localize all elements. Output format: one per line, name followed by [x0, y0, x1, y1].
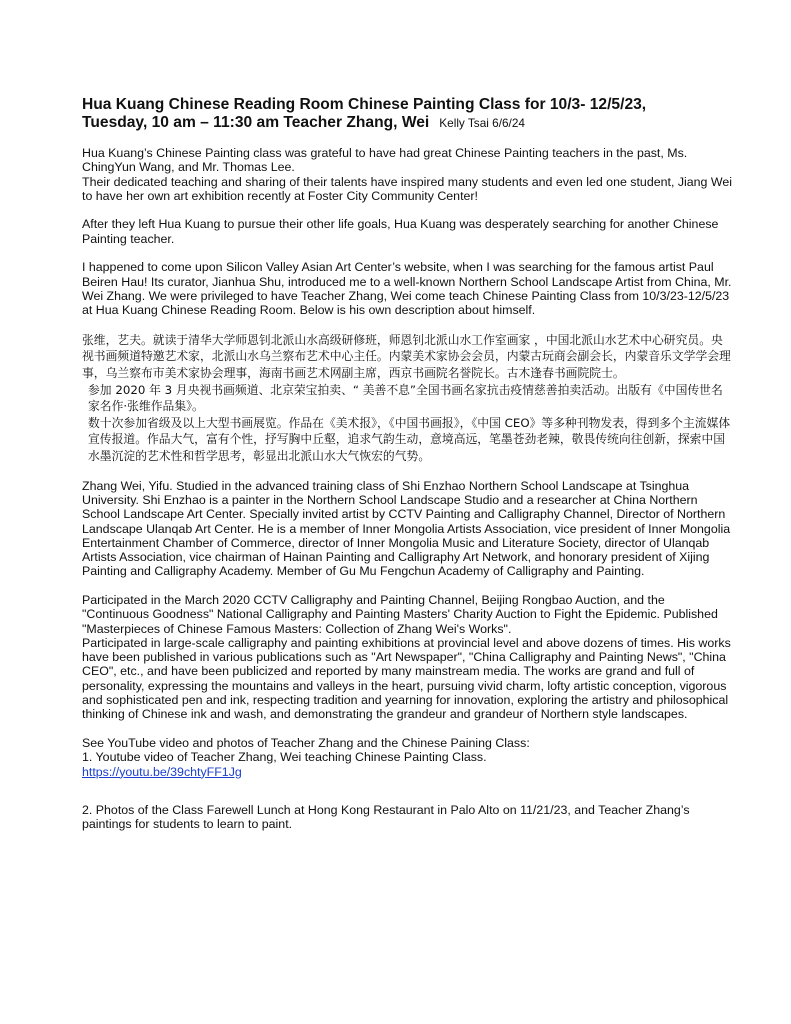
english-bio: Zhang Wei, Yifu. Studied in the advanced training class of Shi Enzhao Northern School Landscape at Tsinghua University. Shi Enzhao is a painter in the Northern School Landscape Studio and a researcher at China Northern School Landscape Art Center. Specially invited artist by CCTV Painting and Calligraphy Channel, Director of Northern Landscape Ulanqab Art Center. He is a member of Inner Mongolia Artists Association, vice president of Inner Mongolia Entertainment Chamber of Commerce, director of Inner Mongolia Music and Literature Society, director of Ulanqab Artists Association, vice chairman of Hainan Painting and Calligraphy Art Network, and honorary president of Xijing Painting and Calligraphy Academy. Member of Gu Mu Fengchun Academy of Calligraphy and Painting. — [82, 478, 731, 579]
document-title — [82, 96, 732, 132]
participated-1: Participated in the March 2020 CCTV Calligraphy and Painting Channel, Beijing Rongbao Auction, and the "Continuous Goodness" National Calligraphy and Painting Masters' Charity Auction to Fight the Epidemic. Published "Masterpieces of Chinese Famous Masters: Collection of Zhang Wei's Works". — [82, 592, 718, 636]
participated-paragraph — [82, 593, 732, 722]
intro-line-2: Their dedicated teaching and sharing of their talents have inspired many students and even led one student, Jiang Wei to have her own art exhibition recently at Foster City Community Center! — [82, 174, 733, 203]
chinese-bio-2: 参加 2020 年 3 月央视书画频道、北京荣宝拍卖、“ 美善不息”全国书画名家抗击疫情慈善拍卖活动。出版有《中国传世名家名作·张维作品集》。 — [88, 382, 723, 414]
list-item-1: 1. Youtube video of Teacher Zhang, Wei teaching Chinese Painting Class. — [82, 750, 487, 765]
paragraph-found: I happened to come upon Silicon Valley Asian Art Center’s website, when I was searching for the famous artist Paul Beiren Hau! Its curator, Jianhua Shu, introduced me to a well-known Northern School Landscape Artist from China, Mr. Wei Zhang. We were privileged to have Teacher Zhang, Wei come teach Chinese Painting Class from 10/3/23-12/5/23 at Hua Kuang Chinese Reading Room. Below is his own description about himself. — [82, 260, 732, 318]
intro-line-1: Hua Kuang’s Chinese Painting class was grateful to have had great Chinese Painting teachers in the past, Ms. ChingYun Wang, and Mr. Thomas Lee. — [82, 146, 688, 175]
title-line-2-text: Tuesday, 10 am – 11:30 am Teacher Zhang, Wei — [82, 114, 430, 131]
spacer — [82, 779, 732, 803]
author-date: Kelly Tsai 6/6/24 — [439, 116, 525, 130]
chinese-bio — [82, 332, 732, 465]
title-line-2 — [82, 114, 732, 132]
title-line-1: Hua Kuang Chinese Reading Room Chinese Painting Class for 10/3- 12/5/23, — [82, 96, 647, 113]
document-page — [82, 96, 732, 846]
paragraph-left: After they left Hua Kuang to pursue their other life goals, Hua Kuang was desperately searching for another Chinese Painting teacher. — [82, 217, 719, 246]
links-section — [82, 736, 732, 779]
participated-2: Participated in large-scale calligraphy and painting exhibitions at provincial level and above dozens of times. His works have been published in various publications such as "Art Newspaper", "China Calligraphy and Painting News", "China CEO", etc., and have been publicized and reported by many mainstream media. The works are grand and full of personality, expressing the mountains and valleys in the heart, pursuing vivid charm, lofty artistic conception, vigorous and sophisticated pen and ink, respecting tradition and yearning for innovation, exploring the artistry and philosophical thinking of Chinese ink and wash, and demonstrating the grandeur and grandeur of Northern style landscapes. — [82, 635, 731, 722]
see-youtube-text: See YouTube video and photos of Teacher Zhang and the Chinese Paining Class: — [82, 735, 530, 750]
chinese-bio-1: 张维，艺夫。就读于清华大学师恩钊北派山水高级研修班，师恩钊北派山水工作室画家 ，中国北派山水艺术中心研究员。央视书画频道特邀艺术家，北派山水乌兰察布艺术中心主任。内蒙美术家协会会员，内蒙古玩商会副会长，内蒙音乐文学学会理事，乌兰察布市美术家协会理事，海南书画艺术网副主席，西京书画院名誉院长。古木逢春书画院院士。 — [82, 332, 731, 381]
chinese-bio-3: 数十次参加省级及以上大型书画展览。作品在《美术报》，《中国书画报》，《中国 CEO》等多种刊物发表，得到多个主流媒体宣传报道。作品大气，富有个性，抒写胸中丘壑，追求气韵生动，意境高远，笔墨苍劲老辣，敬畏传统向往创新，探索中国水墨沉淀的艺术性和哲学思考，彰显出北派山水大气恢宏的气势。 — [88, 415, 731, 464]
intro-paragraph — [82, 146, 732, 203]
youtube-link[interactable]: https://youtu.be/39chtyFF1Jg — [82, 764, 242, 779]
list-item-2: 2. Photos of the Class Farewell Lunch at Hong Kong Restaurant in Palo Alto on 11/21/23, and Teacher Zhang’s paintings for students to learn to paint. — [82, 802, 690, 832]
